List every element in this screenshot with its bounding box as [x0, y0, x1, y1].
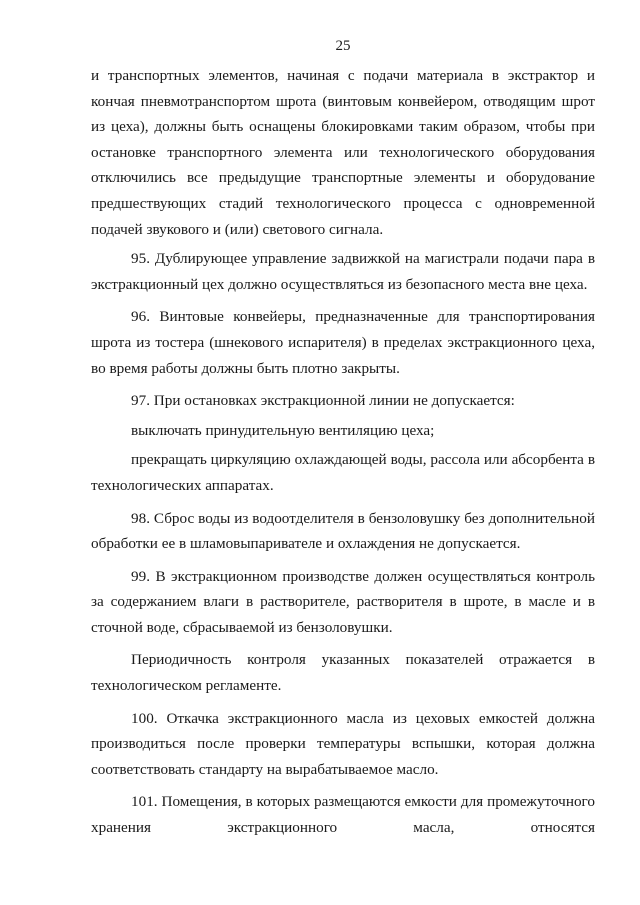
paragraph-101: 101. Помещения, в которых размещаются емкости для промежуточного хранения экстракционного масла, относятся: [91, 793, 595, 837]
paragraph-98: 98. Сброс воды из водоотделителя в бензоловушку без дополнительной обработки ее в шламовыпаривателе и охлаждения не допускается.: [91, 509, 595, 553]
paragraph-100: 100. Откачка экстракционного масла из цеховых емкостей должна производиться после проверки температуры вспышки, которая должна соответствовать стандарту на вырабатываемое масло.: [91, 709, 595, 778]
paragraph-99-periodicity: Периодичность контроля указанных показателей отражается в технологическом регламенте.: [91, 651, 595, 695]
paragraph-96: 96. Винтовые конвейеры, предназначенные для транспортирования шрота из тостера (шнекового испарителя) в пределах экстракционного цеха, во время работы должны быть плотно закрыты.: [91, 308, 595, 377]
paragraph-97-item-2: прекращать циркуляцию охлаждающей воды, рассола или абсорбента в технологических аппаратах.: [91, 451, 595, 494]
paragraph-99: 99. В экстракционном производстве должен осуществляться контроль за содержанием влаги в растворителе, растворителя в шроте, в масле и в сточной воде, сбрасываемой из бензоловушки.: [91, 567, 595, 636]
page-number: 25: [335, 38, 351, 54]
paragraph-97: 97. При остановках экстракционной линии не допускается:: [131, 392, 515, 410]
document-body: [91, 63, 595, 841]
paragraph-95: 95. Дублирующее управление задвижкой на магистрали подачи пара в экстракционный цех должно осуществляться из безопасного места вне цеха.: [91, 250, 595, 293]
paragraph-97-item-1: выключать принудительную вентиляцию цеха;: [131, 421, 435, 439]
paragraph-94-continuation: и транспортных элементов, начиная с подачи материала в экстрактор и кончая пневмотранспортом шрота (винтовым конвейером, отводящим шрот из цеха), должны быть оснащены блокировками таким образом, чтобы при остановке транспортного элемента или технологического оборудования отключились все предыдущие транспортные элементы и оборудование предшествующих стадий технологического процесса с одновременной подачей звукового и (или) светового сигнала.: [91, 67, 595, 238]
